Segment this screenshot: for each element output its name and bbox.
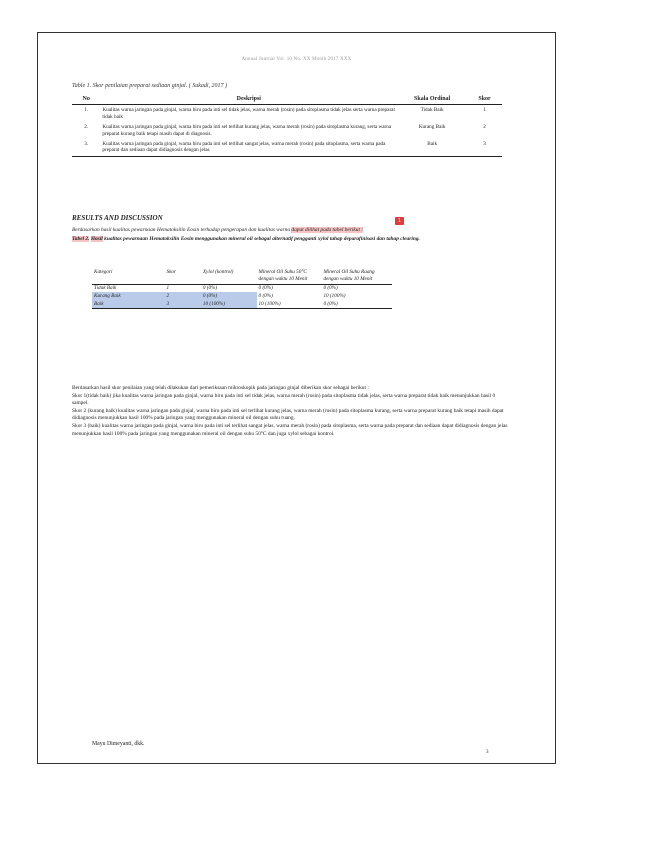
table1-cell-no: 2. bbox=[84, 124, 89, 131]
caption-highlight[interactable]: Hasil bbox=[90, 236, 103, 242]
table-row bbox=[92, 300, 392, 308]
caption-text: kualitas pewarnaan Hematoksilin Eosin menggunakan mineral oil sebagai alternatif pengganti xylol tahap deparafinisasi dan tahap clearing. bbox=[102, 236, 420, 242]
header-text: Mineral Oil Suhu Ruang dengan waktu 10 Menit bbox=[323, 269, 375, 282]
table-row bbox=[72, 105, 502, 122]
table2-header-kategori: Kategori bbox=[92, 268, 165, 284]
table2-header-skor: Skor bbox=[165, 268, 201, 284]
table1-header-ordinal: Skala Ordinal bbox=[397, 94, 467, 105]
comment-marker[interactable]: 1 bbox=[395, 217, 404, 225]
table-row bbox=[72, 139, 502, 156]
table2-cell-skor: 1 bbox=[166, 285, 170, 292]
table2-cell-xylol: 0 (0%) bbox=[202, 285, 218, 292]
table2-header-xylol: Xylol (kontrol) bbox=[201, 268, 257, 284]
results-intro bbox=[72, 227, 502, 234]
results-table bbox=[92, 268, 392, 309]
section-heading: RESULTS AND DISCUSSION bbox=[72, 214, 163, 222]
body-paragraph: Skor 1(tidak baik) jika kualitas warna jaringan pada ginjal, warna biru pada inti sel tidak jelas, warna merah (rosin) pada sitoplasma tidak jelas, serta warna preparat tidak baik menunjukkan hasil 0 sampel. bbox=[72, 392, 496, 407]
page-number: 3 bbox=[486, 750, 489, 755]
table2-cell-skor[interactable]: 2 bbox=[165, 292, 201, 300]
body-paragraph: Berdasarkan hasil skor penilaian yang telah dilakukan dari pemeriksaan mikroskopik pada jaringan ginjal diberikan skor sebagai berikut : bbox=[72, 385, 369, 391]
table2-cell-mo50: 0 (0%) bbox=[258, 292, 273, 299]
table2-cell-mo50: 0 (0%) bbox=[258, 285, 273, 292]
table2-header-mineral-oil-ruang bbox=[321, 268, 392, 284]
running-header: Annual Journal Vol. 10 No. XX Month 2017 XXX bbox=[241, 57, 352, 62]
document-page bbox=[37, 32, 556, 764]
body-paragraph: Skor 2 (kurang baik) kualitas warna jaringan pada ginjal, warna biru pada inti sel terlihat kurang jelas, warna merah (rosin) pada sitoplasma kurang, serta warna preparat kurang baik tetapi masih dapat didiagnosis menunjukkan hasil 100% pada jaringan yang menggunakan mineral oil dengan suhu ruang. bbox=[72, 407, 504, 422]
intro-text: Berdasarkan hasil kualitas pewarnaan Hematoksilin Eosin terhadap pengerapan dan kualitas warna bbox=[72, 227, 292, 233]
table2-cell-moruang: 0 (0%) bbox=[323, 285, 338, 292]
table-row bbox=[92, 292, 392, 300]
table1-cell-desc: Kualitas warna jaringan pada ginjal, warna biru pada inti sel terlihat sangat jelas, warna merah (rosin) pada sitoplasma, serta warna pada preparat dan sediaan dapat didiagnosis dengan jelas bbox=[100, 139, 397, 156]
table1-header-deskripsi: Deskripsi bbox=[100, 94, 397, 105]
table1-cell-ordinal: Kurang Baik bbox=[418, 124, 446, 131]
highlighted-text[interactable]: dapat dilihat pada tabel berikut : bbox=[291, 227, 364, 233]
table2-cell-xylol[interactable]: 0 (0%) bbox=[201, 292, 257, 300]
table2-cell-kategori: Tidak Baik bbox=[94, 285, 117, 292]
caption-label[interactable]: Tabel 2. bbox=[72, 236, 90, 242]
table2-cell-kategori[interactable]: Kurang Baik bbox=[92, 292, 165, 300]
table2-cell-kategori[interactable]: Baik bbox=[92, 300, 165, 308]
table2-cell-skor[interactable]: 3 bbox=[165, 300, 201, 308]
table1-caption: Table 1. Skor penilaian preparat sediaan ginjal. ( Sukadi, 2017 ) bbox=[72, 83, 228, 89]
table2-header-row bbox=[92, 268, 392, 284]
table1-cell-no: 1. bbox=[84, 107, 89, 114]
table2-cell-mo50: 10 (100%) bbox=[257, 300, 322, 308]
table1-header-skor: Skor bbox=[467, 94, 502, 105]
table1-cell-desc: Kualitas warna jaringan pada ginjal, warna biru pada inti sel tidak jelas, warna merah (rosin) pada sitoplasma tidak jelas serta warna preparat tidak baik bbox=[102, 107, 395, 120]
table-row bbox=[92, 284, 392, 292]
table2-cell-xylol[interactable]: 10 (100%) bbox=[201, 300, 257, 308]
table1-cell-no: 3. bbox=[72, 139, 100, 156]
table1-cell-ordinal: Tidak Baik bbox=[420, 107, 444, 114]
table1-cell-ordinal: Baik bbox=[397, 139, 467, 156]
table1-header-no: No bbox=[72, 94, 100, 105]
table2-cell-moruang: 10 (100%) bbox=[323, 292, 346, 299]
table2-cell-moruang: 0 (0%) bbox=[321, 300, 392, 308]
scoring-table bbox=[72, 94, 502, 157]
body-paragraph: Skor 3 (baik) kualitas warna jaringan pada ginjal, warna biru pada inti sel terlihat sangat jelas, warna merah (rosin) pada sitoplasma, serta warna pada preparat dan sediaan dapat didiagnosis dengan jelas menunjukkan hasil 100% pada jaringan yang menggunakan mineral oil dengan suhu 50°C dan juga xylol sebagai kontrol. bbox=[72, 422, 508, 437]
body-text bbox=[72, 385, 512, 438]
footer-author: Mayu Dimeyanti, dkk. bbox=[92, 741, 145, 747]
table1-cell-skor: 3 bbox=[467, 139, 502, 156]
table2-caption bbox=[72, 236, 502, 244]
table1-header-row bbox=[72, 94, 502, 105]
table1-cell-skor: 2 bbox=[483, 124, 486, 131]
table-row bbox=[72, 122, 502, 139]
table1-cell-desc: Kualitas warna jaringan pada ginjal, warna biru pada inti sel terlihat kurang jelas, warna merah (rosin) pada sitoplasma kurang, serta warna preparat kurang baik tetapi masih dapat di diagnosis. bbox=[102, 124, 392, 137]
table1-cell-skor: 1 bbox=[483, 107, 486, 114]
table2-header-mineral-oil-50: Mineral Oil Suhu 50°C dengan waktu 10 Menit bbox=[257, 268, 322, 284]
